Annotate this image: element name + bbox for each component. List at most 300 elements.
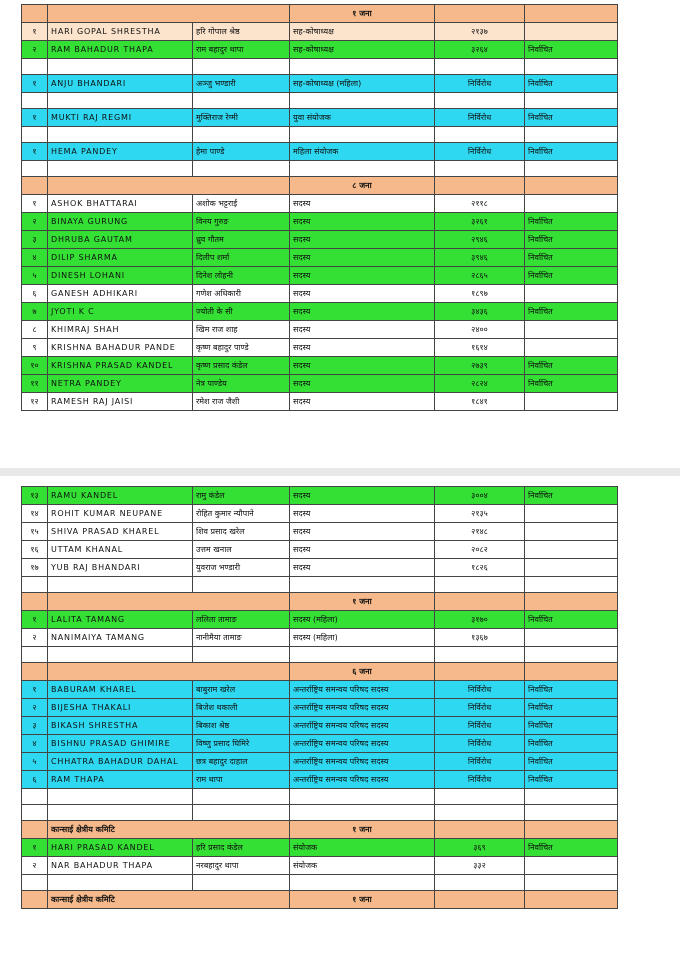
position: अन्तर्राष्ट्रिय समन्वय परिषद सदस्य	[290, 753, 435, 771]
result-status: निर्वाचित	[525, 213, 618, 231]
candidate-row	[22, 231, 618, 249]
empty-cell	[22, 789, 48, 805]
empty-cell	[290, 647, 435, 663]
name-nepali: बाबुराम खरेल	[193, 681, 290, 699]
empty-cell	[525, 663, 618, 681]
section-title	[48, 5, 290, 23]
votes: १८२६	[435, 559, 525, 577]
name-nepali: दिनेश लोहनी	[193, 267, 290, 285]
empty-cell	[22, 177, 48, 195]
empty-cell	[525, 875, 618, 891]
result-status: निर्वाचित	[525, 303, 618, 321]
name-nepali: बिजेश थकाली	[193, 699, 290, 717]
empty-cell	[193, 127, 290, 143]
serial-number: १	[22, 839, 48, 857]
blank-row	[22, 93, 618, 109]
position: सदस्य	[290, 231, 435, 249]
votes: निर्विरोध	[435, 717, 525, 735]
candidate-row	[22, 303, 618, 321]
position: सदस्य	[290, 213, 435, 231]
position: संयोजक	[290, 839, 435, 857]
result-status: निर्वाचित	[525, 753, 618, 771]
empty-cell	[48, 805, 193, 821]
empty-cell	[48, 789, 193, 805]
section-title: कान्साई क्षेत्रीय कमिटि	[48, 891, 290, 909]
position: सदस्य	[290, 285, 435, 303]
result-status	[525, 285, 618, 303]
section-header-row	[22, 5, 618, 23]
votes: निर्विरोध	[435, 75, 525, 93]
empty-cell	[525, 177, 618, 195]
candidate-row	[22, 487, 618, 505]
name-nepali: हेमा पाण्डे	[193, 143, 290, 161]
name-nepali: ज्योती के सी	[193, 303, 290, 321]
name-english: CHHATRA BAHADUR DAHAL	[48, 753, 193, 771]
name-nepali: कृष्ण प्रसाद कंडेल	[193, 357, 290, 375]
result-status: निर्वाचित	[525, 231, 618, 249]
empty-cell	[193, 647, 290, 663]
serial-number: १	[22, 109, 48, 127]
result-status: निर्वाचित	[525, 681, 618, 699]
votes: २१४८	[435, 523, 525, 541]
name-nepali: अञ्जु भण्डारी	[193, 75, 290, 93]
name-nepali: छत्र बहादुर दाहाल	[193, 753, 290, 771]
name-english: RAM BAHADUR THAPA	[48, 41, 193, 59]
candidate-row	[22, 285, 618, 303]
blank-row	[22, 59, 618, 75]
result-status	[525, 339, 618, 357]
empty-cell	[435, 647, 525, 663]
position: सह-कोषाध्यक्ष (महिला)	[290, 75, 435, 93]
name-nepali: हरि गोपाल श्रेष्ठ	[193, 23, 290, 41]
name-english: UTTAM KHANAL	[48, 541, 193, 559]
votes: ३२६१	[435, 213, 525, 231]
sheet-page-1	[0, 0, 680, 468]
empty-cell	[435, 127, 525, 143]
candidate-row	[22, 75, 618, 93]
name-english: NETRA PANDEY	[48, 375, 193, 393]
serial-number: ४	[22, 735, 48, 753]
votes: ३३२	[435, 857, 525, 875]
candidate-row	[22, 611, 618, 629]
candidate-row	[22, 109, 618, 127]
empty-cell	[290, 93, 435, 109]
name-english: KRISHNA PRASAD KANDEL	[48, 357, 193, 375]
result-status	[525, 523, 618, 541]
name-english: DHRUBA GAUTAM	[48, 231, 193, 249]
empty-cell	[22, 593, 48, 611]
name-english: KRISHNA BAHADUR PANDE	[48, 339, 193, 357]
empty-cell	[290, 875, 435, 891]
votes: २१३७	[435, 23, 525, 41]
empty-cell	[22, 821, 48, 839]
name-english: BIJESHA THAKALI	[48, 699, 193, 717]
candidate-row	[22, 393, 618, 411]
empty-cell	[290, 805, 435, 821]
result-status	[525, 857, 618, 875]
votes: १८४१	[435, 393, 525, 411]
result-status: निर्वाचित	[525, 109, 618, 127]
position: सदस्य	[290, 303, 435, 321]
empty-cell	[22, 127, 48, 143]
votes: निर्विरोध	[435, 771, 525, 789]
votes: २४००	[435, 321, 525, 339]
name-nepali: युवराज भण्डारी	[193, 559, 290, 577]
result-status	[525, 23, 618, 41]
section-count: ६ जना	[290, 663, 435, 681]
name-nepali: ललिता तामाङ	[193, 611, 290, 629]
serial-number: १४	[22, 505, 48, 523]
section-title: कान्साई क्षेत्रीय कमिटि	[48, 821, 290, 839]
result-status	[525, 321, 618, 339]
empty-cell	[435, 805, 525, 821]
result-status	[525, 541, 618, 559]
position: सदस्य	[290, 195, 435, 213]
votes: निर्विरोध	[435, 143, 525, 161]
votes: निर्विरोध	[435, 681, 525, 699]
serial-number: २	[22, 629, 48, 647]
results-table-body	[22, 5, 618, 411]
votes: २८२४	[435, 375, 525, 393]
result-status: निर्वाचित	[525, 771, 618, 789]
votes: २७३९	[435, 357, 525, 375]
position: सदस्य	[290, 339, 435, 357]
name-nepali: राम बहादुर थापा	[193, 41, 290, 59]
empty-cell	[435, 593, 525, 611]
result-status: निर्वाचित	[525, 375, 618, 393]
section-title	[48, 593, 290, 611]
candidate-row	[22, 375, 618, 393]
result-status: निर्वाचित	[525, 143, 618, 161]
blank-row	[22, 647, 618, 663]
empty-cell	[435, 577, 525, 593]
name-english: SHIVA PRASAD KHAREL	[48, 523, 193, 541]
candidate-row	[22, 523, 618, 541]
name-english: BABURAM KHAREL	[48, 681, 193, 699]
serial-number: १	[22, 143, 48, 161]
position: सदस्य	[290, 357, 435, 375]
candidate-row	[22, 357, 618, 375]
position: अन्तर्राष्ट्रिय समन्वय परिषद सदस्य	[290, 681, 435, 699]
blank-row	[22, 789, 618, 805]
empty-cell	[435, 875, 525, 891]
serial-number: १	[22, 75, 48, 93]
name-nepali: दिलीप शर्मा	[193, 249, 290, 267]
empty-cell	[22, 59, 48, 75]
empty-cell	[525, 805, 618, 821]
result-status: निर्वाचित	[525, 717, 618, 735]
empty-cell	[435, 5, 525, 23]
empty-cell	[193, 875, 290, 891]
empty-cell	[435, 59, 525, 75]
votes: ३२६४	[435, 41, 525, 59]
position: सह-कोषाध्यक्ष	[290, 41, 435, 59]
empty-cell	[48, 161, 193, 177]
candidate-row	[22, 267, 618, 285]
empty-cell	[290, 59, 435, 75]
votes: निर्विरोध	[435, 753, 525, 771]
empty-cell	[435, 663, 525, 681]
empty-cell	[193, 93, 290, 109]
empty-cell	[435, 177, 525, 195]
name-nepali: कृष्ण बहादुर पाण्डे	[193, 339, 290, 357]
position: सदस्य	[290, 393, 435, 411]
name-english: MUKTI RAJ REGMI	[48, 109, 193, 127]
position: सदस्य	[290, 267, 435, 285]
name-english: BIKASH SHRESTHA	[48, 717, 193, 735]
votes: १३६७	[435, 629, 525, 647]
empty-cell	[525, 5, 618, 23]
empty-cell	[193, 161, 290, 177]
name-nepali: नरबहादुर थापा	[193, 857, 290, 875]
empty-cell	[525, 127, 618, 143]
serial-number: ६	[22, 285, 48, 303]
votes: ३१७०	[435, 611, 525, 629]
serial-number: ६	[22, 771, 48, 789]
position: सदस्य	[290, 375, 435, 393]
empty-cell	[525, 821, 618, 839]
result-status	[525, 393, 618, 411]
position: सदस्य	[290, 523, 435, 541]
candidate-row	[22, 559, 618, 577]
serial-number: १	[22, 195, 48, 213]
name-nepali: नेत्र पाण्डेय	[193, 375, 290, 393]
empty-cell	[48, 127, 193, 143]
name-nepali: मुक्तिराज रेग्मी	[193, 109, 290, 127]
empty-cell	[290, 161, 435, 177]
blank-row	[22, 577, 618, 593]
candidate-row	[22, 213, 618, 231]
candidate-row	[22, 505, 618, 523]
candidate-row	[22, 321, 618, 339]
empty-cell	[525, 59, 618, 75]
blank-row	[22, 805, 618, 821]
position: सदस्य	[290, 249, 435, 267]
name-nepali: अशोक भट्टराई	[193, 195, 290, 213]
name-english: ASHOK BHATTARAI	[48, 195, 193, 213]
serial-number: १२	[22, 393, 48, 411]
empty-cell	[435, 93, 525, 109]
name-nepali: उत्तम खनाल	[193, 541, 290, 559]
results-table-2	[21, 486, 618, 909]
serial-number: १	[22, 611, 48, 629]
serial-number: १७	[22, 559, 48, 577]
name-nepali: ध्रुव गौतम	[193, 231, 290, 249]
name-english: HARI GOPAL SHRESTHA	[48, 23, 193, 41]
serial-number: १३	[22, 487, 48, 505]
position: युवा संयोजक	[290, 109, 435, 127]
candidate-row	[22, 717, 618, 735]
name-english: ROHIT KUMAR NEUPANE	[48, 505, 193, 523]
serial-number: २	[22, 41, 48, 59]
name-english: ANJU BHANDARI	[48, 75, 193, 93]
results-table-1	[21, 4, 618, 411]
empty-cell	[435, 821, 525, 839]
name-nepali: बिकाश श्रेष्ठ	[193, 717, 290, 735]
position: सह-कोषाध्यक्ष	[290, 23, 435, 41]
result-status: निर्वाचित	[525, 735, 618, 753]
votes: २८६५	[435, 267, 525, 285]
position: अन्तर्राष्ट्रिय समन्वय परिषद सदस्य	[290, 771, 435, 789]
position: सदस्य	[290, 541, 435, 559]
result-status: निर्वाचित	[525, 611, 618, 629]
empty-cell	[290, 577, 435, 593]
candidate-row	[22, 41, 618, 59]
name-nepali: गणेश अधिकारी	[193, 285, 290, 303]
position: सदस्य (महिला)	[290, 629, 435, 647]
position: सदस्य	[290, 559, 435, 577]
votes: २०८२	[435, 541, 525, 559]
empty-cell	[290, 789, 435, 805]
empty-cell	[22, 663, 48, 681]
section-count: १ जना	[290, 821, 435, 839]
section-count: ८ जना	[290, 177, 435, 195]
votes: १६१४	[435, 339, 525, 357]
section-count: १ जना	[290, 593, 435, 611]
empty-cell	[525, 161, 618, 177]
empty-cell	[48, 93, 193, 109]
result-status	[525, 505, 618, 523]
empty-cell	[290, 127, 435, 143]
blank-row	[22, 875, 618, 891]
position: सदस्य (महिला)	[290, 611, 435, 629]
position: सदस्य	[290, 321, 435, 339]
serial-number: ४	[22, 249, 48, 267]
votes: २११८	[435, 195, 525, 213]
result-status: निर्वाचित	[525, 75, 618, 93]
empty-cell	[22, 5, 48, 23]
serial-number: १०	[22, 357, 48, 375]
candidate-row	[22, 857, 618, 875]
empty-cell	[48, 647, 193, 663]
candidate-row	[22, 23, 618, 41]
position: सदस्य	[290, 505, 435, 523]
candidate-row	[22, 339, 618, 357]
empty-cell	[48, 577, 193, 593]
name-nepali: हरि प्रसाद कंडेल	[193, 839, 290, 857]
candidate-row	[22, 771, 618, 789]
name-english: BINAYA GURUNG	[48, 213, 193, 231]
candidate-row	[22, 681, 618, 699]
serial-number: २	[22, 213, 48, 231]
votes: ३००४	[435, 487, 525, 505]
empty-cell	[48, 875, 193, 891]
name-english: KHIMRAJ SHAH	[48, 321, 193, 339]
name-english: LALITA TAMANG	[48, 611, 193, 629]
serial-number: ३	[22, 231, 48, 249]
votes: १८९७	[435, 285, 525, 303]
result-status: निर्वाचित	[525, 249, 618, 267]
result-status	[525, 559, 618, 577]
section-header-row	[22, 177, 618, 195]
section-title	[48, 663, 290, 681]
blank-row	[22, 161, 618, 177]
empty-cell	[525, 647, 618, 663]
result-status	[525, 629, 618, 647]
serial-number: १	[22, 23, 48, 41]
serial-number: २	[22, 857, 48, 875]
section-header-row	[22, 663, 618, 681]
name-english: DINESH LOHANI	[48, 267, 193, 285]
empty-cell	[22, 805, 48, 821]
name-nepali: रमेश राज जैशी	[193, 393, 290, 411]
name-english: GANESH ADHIKARI	[48, 285, 193, 303]
result-status: निर्वाचित	[525, 267, 618, 285]
votes: २९४६	[435, 231, 525, 249]
votes: २१३५	[435, 505, 525, 523]
empty-cell	[435, 789, 525, 805]
position: महिला संयोजक	[290, 143, 435, 161]
name-nepali: रोहित कुमार न्यौपाने	[193, 505, 290, 523]
empty-cell	[525, 891, 618, 909]
empty-cell	[525, 93, 618, 109]
result-status: निर्वाचित	[525, 839, 618, 857]
empty-cell	[435, 891, 525, 909]
name-nepali: विष्णु प्रसाद घिमिरे	[193, 735, 290, 753]
result-status: निर्वाचित	[525, 487, 618, 505]
result-status: निर्वाचित	[525, 41, 618, 59]
candidate-row	[22, 629, 618, 647]
empty-cell	[435, 161, 525, 177]
empty-cell	[22, 875, 48, 891]
name-nepali: रामु कंडेल	[193, 487, 290, 505]
name-nepali: नानीमैया तामाङ	[193, 629, 290, 647]
candidate-row	[22, 249, 618, 267]
empty-cell	[525, 577, 618, 593]
name-nepali: खिम राज शाह	[193, 321, 290, 339]
sheet-page-2	[0, 476, 680, 960]
candidate-row	[22, 735, 618, 753]
empty-cell	[22, 577, 48, 593]
result-status: निर्वाचित	[525, 699, 618, 717]
empty-cell	[193, 577, 290, 593]
position: अन्तर्राष्ट्रिय समन्वय परिषद सदस्य	[290, 735, 435, 753]
name-english: NAR BAHADUR THAPA	[48, 857, 193, 875]
name-english: HARI PRASAD KANDEL	[48, 839, 193, 857]
empty-cell	[525, 789, 618, 805]
empty-cell	[193, 789, 290, 805]
empty-cell	[48, 59, 193, 75]
serial-number: ३	[22, 717, 48, 735]
serial-number: ९	[22, 339, 48, 357]
section-title	[48, 177, 290, 195]
candidate-row	[22, 753, 618, 771]
candidate-row	[22, 143, 618, 161]
serial-number: १	[22, 681, 48, 699]
empty-cell	[22, 647, 48, 663]
name-nepali: विनय गुरुङ	[193, 213, 290, 231]
position: सदस्य	[290, 487, 435, 505]
name-english: HEMA PANDEY	[48, 143, 193, 161]
candidate-row	[22, 541, 618, 559]
votes: ३४३६	[435, 303, 525, 321]
serial-number: १५	[22, 523, 48, 541]
result-status: निर्वाचित	[525, 357, 618, 375]
votes: निर्विरोध	[435, 109, 525, 127]
serial-number: ५	[22, 267, 48, 285]
name-english: RAMESH RAJ JAISI	[48, 393, 193, 411]
name-english: JYOTI K C	[48, 303, 193, 321]
position: संयोजक	[290, 857, 435, 875]
name-english: NANIMAIYA TAMANG	[48, 629, 193, 647]
empty-cell	[22, 161, 48, 177]
serial-number: ८	[22, 321, 48, 339]
empty-cell	[193, 805, 290, 821]
empty-cell	[22, 891, 48, 909]
candidate-row	[22, 195, 618, 213]
section-header-row	[22, 821, 618, 839]
section-count: १ जना	[290, 5, 435, 23]
